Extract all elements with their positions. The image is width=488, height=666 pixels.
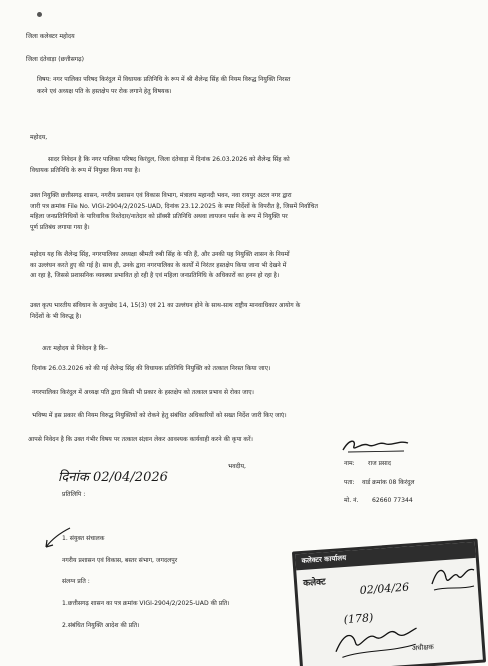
paragraph-2 — [30, 191, 318, 233]
bhavdiya-label: भवदीय, — [228, 463, 246, 470]
paragraph-line: जारी पत्र क्रमांक File No. VIGI-2904/2/2025-UAD, दिनांक 23.12.2025 के स्पष्ट निर्देशों के विपरीत है, जिसमें निर्वाचित — [30, 202, 318, 210]
address-label: पता: — [344, 479, 355, 486]
enclosure-item: 1.छत्तीसगढ़ शासन का पत्र क्रमांक VIGI-2904/2/2025-UAD की प्रति। — [62, 600, 230, 607]
paragraph-line: महिला जनप्रतिनिधियों के पारिवारिक रिश्तेदार/नातेदार को प्रॉक्सी प्रतिनिधि अथवा लायजन पर्सन के रूप में नियुक्ति पर — [30, 213, 288, 220]
request-item: दिनांक 26.03.2026 को की गई शैलेन्द्र सिंह की विधायक प्रतिनिधि नियुक्ति को तत्काल निरस्त किया जाए। — [32, 365, 271, 372]
paragraph-line: विधायक प्रतिनिधि के रूप में नियुक्त किया गया है। — [30, 166, 141, 174]
paragraph-line: महोदय यह कि शैलेन्द्र सिंह, नगरपालिका अध्यक्षा श्रीमती रुबी सिंह के पति हैं, और उनकी यह नियुक्ति शासन के नियमों — [30, 251, 290, 258]
addressee-line: जिला कलेक्टर महोदय — [26, 33, 75, 40]
stamp-word: कलेक्ट — [302, 577, 326, 589]
enclosure-label: संलग्न प्रति : — [62, 578, 90, 585]
officer-signature-icon — [428, 560, 478, 594]
handwritten-date: दिनांक 02/04/2026 — [58, 470, 168, 485]
closing-line: आपसे निवेदन है कि उक्त गंभीर विषय पर तत्काल संज्ञान लेकर आवश्यक कार्यवाही करने की कृपा करें। — [28, 436, 253, 443]
copy-recipient: 1. संयुक्त संचालक — [62, 535, 105, 542]
paragraph-line: उक्त कृत्य भारतीय संविधान के अनुच्छेद 14, 15(3) एवं 21 का उल्लंघन होने के साथ-साथ राष्ट्रीय मानवाधिकार आयोग के — [30, 302, 301, 309]
request-item: नगरपालिका किरंदुल में अध्यक्ष पति द्वारा किसी भी प्रकार के हस्तक्षेप को तत्काल प्रभाव से रोका जाए। — [32, 389, 254, 396]
name-label: नाम: — [344, 460, 355, 467]
sender-name: राज प्रसाद — [368, 460, 391, 467]
district-line: जिला दंतेवाड़ा (छत्तीसगढ़) — [26, 56, 84, 63]
signature-scribble-icon — [340, 436, 412, 456]
request-intro: अतः महोदय से निवेदन है कि– — [42, 345, 108, 352]
punch-mark — [37, 12, 42, 17]
salutation: महोदय, — [30, 134, 48, 141]
stamp-title: कलेक्टर कार्यालय — [301, 553, 347, 565]
copy-label: प्रतिलिपि : — [62, 491, 86, 498]
mobile-label: मो. नं. — [344, 497, 359, 504]
stamp-number: (178) — [343, 611, 374, 627]
paragraph-4 — [30, 301, 300, 322]
paragraph-1 — [30, 155, 290, 176]
copy-recipient-office: नगरीय प्रशासन एवं विकास, बस्तर संभाग, जगदलपुर — [62, 557, 178, 564]
request-item: भविष्य में इस प्रकार की नियम विरुद्ध नियुक्तियों को रोकने हेतु संबंधित अधिकारियों को सख्त निर्देश जारी किए जाएं। — [32, 412, 287, 419]
paragraph-line: उक्त नियुक्ति छत्तीसगढ़ शासन, नगरीय प्रशासन एवं विकास विभाग, मंत्रालय महानदी भवन, नवा रायपुर अटल नगर द्वारा — [30, 192, 292, 199]
paragraph-3 — [30, 250, 290, 282]
subject-line-2: करने एवं अध्यक्ष पति के हस्तक्षेप पर रोक लगाने हेतु विषयक। — [37, 88, 172, 95]
paragraph-line: सादर निवेदन है कि नगर पालिका परिषद किरंदुल, जिला दंतेवाड़ा में दिनांक 26.03.2026 को शैलेन्द्र सिंह को — [48, 156, 290, 163]
stamp-signature-icon — [330, 616, 423, 662]
sender-address: वार्ड क्रमांक 08 किरंदुल — [362, 479, 415, 486]
paragraph-line: निर्देशों के भी विरुद्ध है। — [30, 312, 82, 320]
enclosure-item: 2.संबंधित नियुक्ति आदेश की प्रति। — [62, 622, 140, 629]
paragraph-line: आ रहा है, जिससे प्रशासनिक व्यवस्था प्रभावित हो रही है एवं महिला जनप्रतिनिधि के अधिकारों का हनन हो रहा है। — [30, 272, 280, 279]
receipt-stamp — [292, 539, 486, 666]
stamp-officer: अधीक्षक — [411, 642, 435, 653]
paragraph-line: का उल्लंघन करते हुए की गई है। साथ ही, उनके द्वारा नगरपालिका के कार्यों में निरंतर हस्तक्षेप किया जाना भी देखने में — [30, 261, 287, 269]
paragraph-line: पूर्ण प्रतिबंध लगाया गया है। — [30, 223, 90, 231]
stamp-date: 02/04/26 — [359, 580, 410, 597]
sender-mobile: 62660 77344 — [372, 497, 413, 504]
subject-line-1: विषय: नगर पालिका परिषद किरंदुल में विधायक प्रतिनिधि के रूप में श्री शैलेन्द्र सिंह की नियम विरुद्ध नियुक्ति निरस्त — [37, 76, 291, 83]
